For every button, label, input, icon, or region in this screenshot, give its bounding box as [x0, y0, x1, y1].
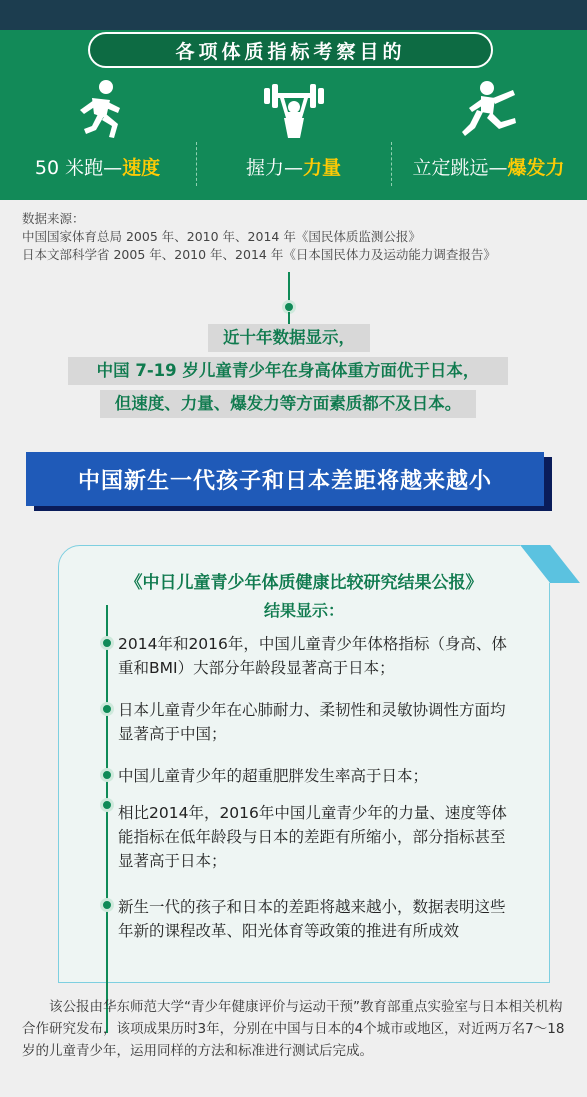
headline-banner: [26, 452, 544, 506]
report-item: 日本儿童青少年在心肺耐力、柔韧性和灵敏协调性方面均显著高于中国；: [118, 701, 506, 743]
data-source: [22, 210, 496, 264]
bullet-dot: [100, 636, 114, 650]
highlight-line: 中国 7-19 岁儿童青少年在身高体重方面优于日本，: [68, 357, 508, 385]
highlight-line: 近十年数据显示，: [208, 324, 370, 352]
footer-note: 该公报由华东师范大学“青少年健康评价与运动干预”教育部重点实验室与日本相关机构合作研究发布，该项成果历时3年，分别在中国与日本的4个城市或地区，对近两万名7～18岁的儿童青少年，运用同样的方法和标准进行测试后完成。: [22, 999, 565, 1059]
report-item: 2014年和2016年，中国儿童青少年体格指标（身高、体重和BMI）大部分年龄段显著高于日本；: [118, 635, 507, 677]
report-title: 《中日儿童青少年体质健康比较研究结果公报》: [125, 573, 483, 593]
weightlifter-icon: [262, 78, 326, 142]
bullet-dot: [100, 702, 114, 716]
bullet-dot: [100, 798, 114, 812]
timeline-line: [288, 272, 290, 302]
source-line: 日本文部科学省 2005 年、2010 年、2014 年《日本国民体力及运动能力调查报告》: [22, 247, 496, 262]
top-bar: [0, 0, 587, 30]
metric-label: 握力—力量: [245, 157, 342, 179]
metric-grip: [196, 78, 391, 190]
report-item: 中国儿童青少年的超重肥胖发生率高于日本；: [118, 767, 429, 785]
report-item: 新生一代的孩子和日本的差距将越来越小，数据表明这些年新的课程改革、阳光体育等政策的推进有所成效: [118, 898, 506, 940]
bullet-dot: [100, 898, 114, 912]
metric-long-jump: [391, 78, 586, 190]
section-title-pill: [88, 32, 493, 68]
highlight-line: 但速度、力量、爆发力等方面素质都不及日本。: [100, 390, 476, 418]
source-line: 中国国家体育总局 2005 年、2010 年、2014 年《国民体质监测公报》: [22, 229, 421, 244]
timeline-line: [288, 312, 290, 324]
jumping-person-icon: [457, 78, 521, 142]
report-timeline: [106, 605, 108, 1033]
metric-sprint: [0, 78, 195, 190]
source-heading: 数据来源：: [22, 211, 85, 226]
banner-text: 中国新生一代孩子和日本差距将越来越小: [77, 468, 492, 494]
section-title: 各项体质指标考察目的: [175, 40, 406, 63]
report-subtitle: 结果显示：: [263, 601, 344, 620]
bullet-dot: [100, 768, 114, 782]
running-person-icon: [66, 78, 130, 142]
metric-label: 50 米跑—速度: [34, 157, 161, 179]
metric-label: 立定跳远—爆发力: [412, 157, 565, 179]
report-item: 相比2014年，2016年中国儿童青少年的力量、速度等体能指标在低年龄段与日本的差距有所缩小，部分指标甚至显著高于日本；: [118, 804, 507, 870]
